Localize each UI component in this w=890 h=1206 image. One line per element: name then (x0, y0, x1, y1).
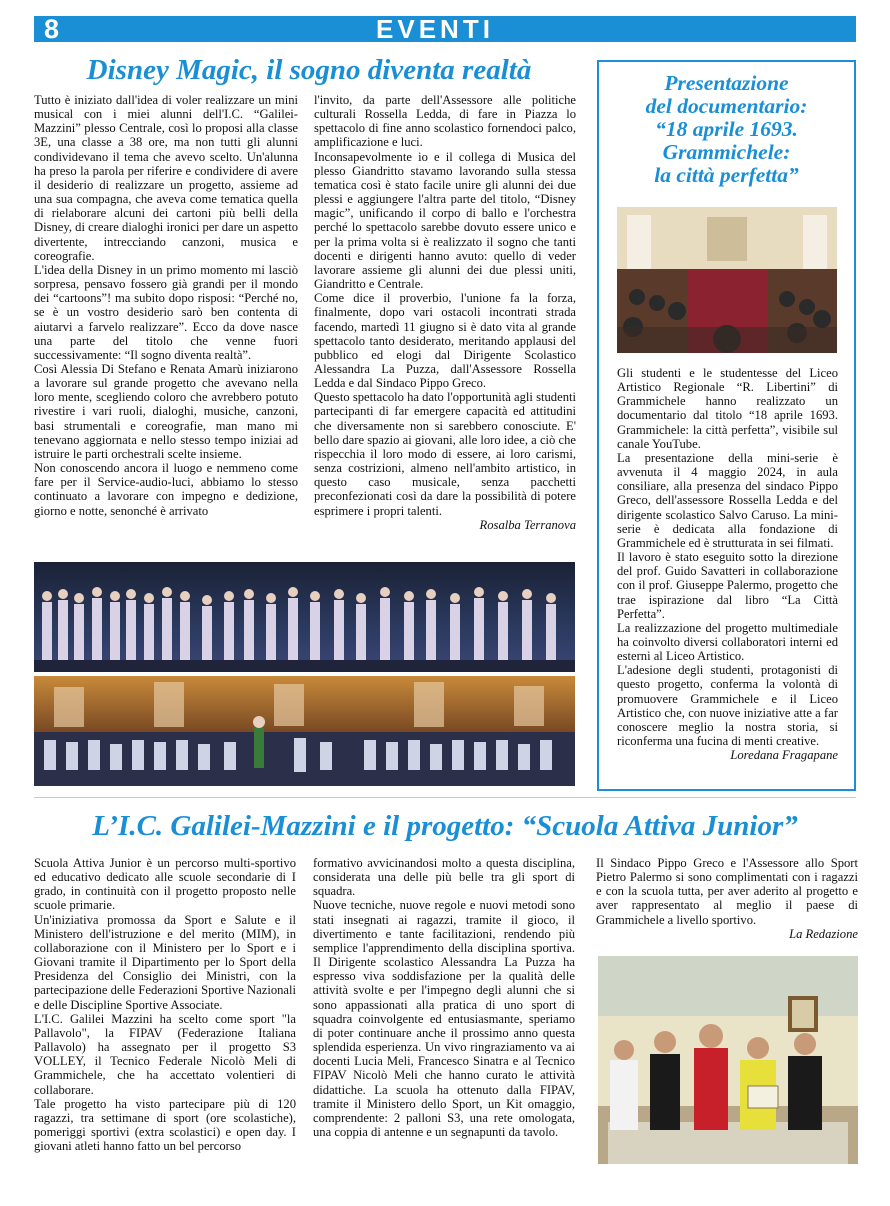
sidebar-title (605, 72, 848, 187)
paragraph: l'invito, da parte dell'Assessore alle politiche culturali Rossella Ledda, di fare in Piazza lo spettacolo di fine anno scolastico fornendoci palco, amplificazione e luci. (314, 93, 576, 150)
section-divider (34, 797, 856, 798)
paragraph: L'adesione degli studenti, protagonisti di questo progetto, conferma la volontà di promuovere Grammichele e il Liceo Artistico che, con nuove iniziative atte a far conoscere meglio la nostra storia, si riconferma una fucina di menti creative. (617, 663, 838, 749)
section-title: EVENTI (376, 14, 494, 44)
paragraph: Inconsapevolmente io e il collega di Musica del plesso Giandritto stavamo lavorando sulla stessa tematica così è stato facile unire gli alunni dei due plessi e aggiungere l'altra parte del titolo, “Disney magic”, unificando il corpo di ballo e l'orchestra perché lo spettacolo sarebbe dovuto essere unico e per la prima volta si è realizzato il sogno che tanti docenti e dirigenti hanno avuto: quello di veder lavorare assieme gli alunni dei due plessi uniti, Giandritto e Centrale. (314, 149, 576, 292)
concert-photo (34, 562, 575, 786)
paragraph: Il lavoro è stato eseguito sotto la direzione del prof. Guido Savatteri in collaborazione con il prof. Giuseppe Palermo, progetto che trae ispirazione dal libro “La Città Perfetta”. (617, 550, 838, 621)
article-column-3 (596, 856, 858, 952)
paragraph: Scuola Attiva Junior è un percorso multi-sportivo ed educativo dedicato alle scuole secondarie di I grado, in continuità con il progetto proposto nelle scuole primarie. (34, 856, 296, 913)
sidebar-title-line: del documentario: (645, 94, 808, 118)
group-photo (598, 956, 858, 1164)
paragraph: Non conoscendo ancora il luogo e nemmeno come fare per il Service-audio-luci, abbiamo lo stesso continuato a lavorare con impegno e dedizione, giorno e notte, senonché è arrivato (34, 461, 298, 518)
paragraph: Tutto è iniziato dall'idea di voler realizzare un mini musical con i miei alunni dell'I.C. “Galilei-Mazzini” plesso Centrale, così lo proposi alla classe 3E, una classe a 38 ore, ma non tutti gli alunni condividevano il tema che avevo scelto. Un'alunna ha preso la parola per riferire e condividere di avere il desiderio di realizzare un progetto, assieme ad una sua compagna, che aveva come tematica quella di rielaborare alcuni dei cartoni più belli della Disney, di creare dialoghi ironici per dare un aspetto divertente, intrecciando canzoni, musica e coreografie. (34, 93, 298, 263)
article-column-1 (34, 93, 298, 559)
paragraph: La presentazione della mini-serie è avvenuta il 4 maggio 2024, in aula consiliare, alla presenza del sindaco Pippo Greco, dell'assessore Rossella Ledda e del dirigente scolastico Salvo Caruso. La mini-serie è dedicata alla fondazione di Grammichele ed è strutturata in sei filmati. (617, 450, 838, 550)
article-title: L’I.C. Galilei-Mazzini e il progetto: “Scuola Attiva Junior” (92, 810, 798, 842)
paragraph: formativo avvicinandosi molto a questa disciplina, considerata una delle più belle tra gli sport di squadra. (313, 856, 575, 899)
sidebar-title-line: Presentazione (664, 71, 789, 95)
author-signature: Loredana Fragapane (730, 748, 838, 763)
article-column-1 (34, 856, 296, 1174)
sidebar-title-line: la città perfetta” (654, 163, 799, 187)
paragraph: L'idea della Disney in un primo momento mi lasciò sorpresa, pensavo fossero già grandi per il mondo dei “cartoons”! ma subito dopo risposi: “Perché no, se è un vostro desiderio sarò ben contenta di aiutarvi a farvelo realizzare”. Ecco da dove nasce una parte del titolo che venne fuori successivamente: “Il sogno diventa realtà”. (34, 262, 298, 362)
paragraph: Gli studenti e le studentesse del Liceo Artistico Regionale “R. Libertini” di Grammichele hanno realizzato un documentario dal titolo “18 aprile 1693. Grammichele: la città perfetta”, visibile sul canale YouTube. (617, 366, 838, 451)
article-column-2 (313, 856, 575, 1174)
paragraph: Come dice il proverbio, l'unione fa la forza, finalmente, dopo vari ostacoli incontrati strada facendo, martedì 11 giugno si è dato vita al grande spettacolo tanto desiderato, meritando applausi del pubblico ed elogi dal Dirigente Scolastico Alessandra La Puzza, dall'Assessore Rossella Ledda e dal Sindaco Pippo Greco. (314, 291, 576, 391)
sidebar-title-line: Grammichele: (662, 140, 791, 164)
paragraph: Un'iniziativa promossa da Sport e Salute e il Ministero dell'istruzione e del merito (MIM), in collaborazione con il Ministero per lo Sport e i Giovani tramite il Dipartimento per lo Sport della Presidenza del Consiglio dei Ministri, con la partecipazione delle Federazioni Sportive Nazionali e delle Discipline Sportive Associate. (34, 912, 296, 1012)
paragraph: L'I.C. Galilei Mazzini ha scelto come sport "la Pallavolo", la FIPAV (Federazione Italiana Pallavolo) ha assegnato per il progetto S3 VOLLEY, il Tecnico Federale Nicolò Meli di Grammichele, che ha accettato volentieri di collaborare. (34, 1011, 296, 1097)
paragraph: Questo spettacolo ha dato l'opportunità agli studenti partecipanti di far emergere capacità ed attitudini che diversamente non si sarebbero conosciute. E' bello dare spazio ai giovani, alle loro idee, a ciò che rispecchia il loro modo di essere, ai loro carismi, senza costrizioni, almeno nell'ambito artistico, in questo caso musicale, senza pacchetti preconfezionati così da dare la possibilità di potere esprimere i propri talenti. (314, 390, 576, 518)
article-column-2 (314, 93, 576, 563)
paragraph: Il Sindaco Pippo Greco e l'Assessore allo Sport Pietro Palermo si sono complimentati con i ragazzi e con la scuola tutta, per aver aderito al progetto e aver rappresentato al meglio il paese di Grammichele a livello sportivo. (596, 856, 858, 927)
sidebar-body (617, 366, 838, 770)
paragraph: Così Alessia Di Stefano e Renata Amarù iniziarono a lavorare sul grande progetto che avevano nella loro mente, scegliendo coloro che avrebbero potuto rivestire i vari ruoli, dialoghi, musiche, canzoni, basi strumentali e coreografie, man mano mi tenevano aggiornata e nello stesso tempo iniziai ad istruire le parti orchestrali scelte insieme. (34, 361, 298, 461)
sidebar-title-line: “18 aprile 1693. (655, 117, 798, 141)
article-title: Disney Magic, il sogno diventa realtà (86, 54, 532, 86)
author-signature: Rosalba Terranova (479, 517, 576, 532)
page-number: 8 (44, 14, 60, 44)
author-signature: La Redazione (789, 926, 858, 941)
council-hall-photo (617, 207, 837, 353)
paragraph: Tale progetto ha visto partecipare più di 120 ragazzi, tra settimane di sport (ore scolastiche), pomeriggi sportivi (extra scolastici) e open day. I giovani atleti hanno fatto un bel percorso (34, 1096, 296, 1154)
paragraph: La realizzazione del progetto multimediale ha coinvolto diversi collaboratori interni ed esterni al Liceo Artistico. (617, 620, 838, 664)
paragraph: Nuove tecniche, nuove regole e nuovi metodi sono stati insegnati ai ragazzi, tramite il gioco, il divertimento e tante facilitazioni, rendendo più semplice l'apprendimento della disciplina sportiva. Il Dirigente scolastico Alessandra La Puzza ha espresso viva soddisfazione per la qualità delle attività svolte e per l'impegno degli alunni che si sono appassionati alla pratica di uno sport di squadra coinvolgente ed entusiasmante, speriamo di poter continuare anche il prossimo anno questa splendida esperienza. Un vivo ringraziamento va ai docenti Lucia Meli, Francesco Sinatra e al Tecnico FIPAV Nicolò Meli che hanno curato le attività didattiche. La scuola ha ottenuto dalla FIPAV, tramite il Ministero dello Sport, un Kit omaggio, comprendente: 2 palloni S3, una rete omologata, una coppia di antenne e un segnapunti da tavolo. (313, 898, 575, 1139)
